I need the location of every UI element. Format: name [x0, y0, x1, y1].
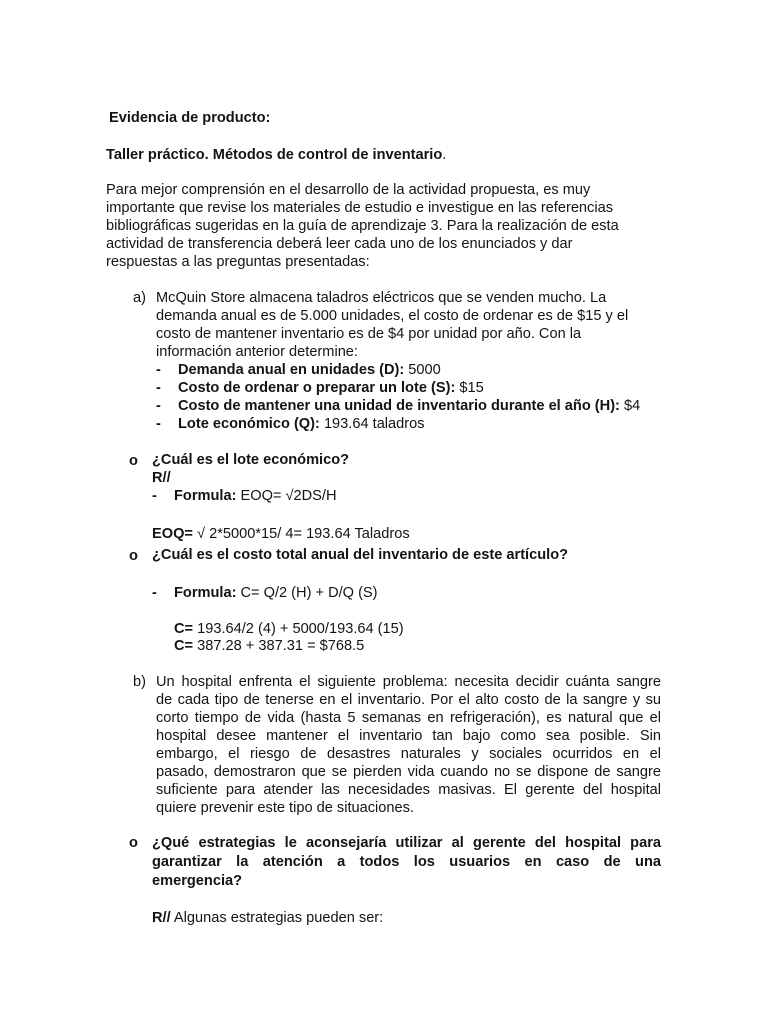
data-item-demand — [178, 361, 441, 379]
question-strategy-line: ¿Qué estrategias le aconsejaría utilizar al gerente del hospital para — [152, 835, 661, 851]
cost-value: 193.64/2 (4) + 5000/193.64 (15) — [193, 621, 404, 637]
workshop-title — [106, 146, 446, 164]
data-item-value: $15 — [455, 380, 484, 396]
data-item-value: $4 — [619, 398, 641, 414]
formula-value: EOQ= √2DS/H — [236, 488, 337, 504]
intro-line: Para mejor comprensión en el desarrollo de la actividad propuesta, es muy — [106, 182, 591, 198]
cost-label: C= — [174, 621, 194, 637]
formula-bullet: - — [152, 488, 157, 504]
data-item-label: Costo de ordenar o preparar un lote (S): — [178, 380, 456, 396]
strategy-answer — [152, 909, 383, 927]
question-strategy-line: garantizar la atención a todos los usuarios en caso de una — [152, 854, 661, 870]
section-b-line: suficiente para atender las necesidades masivas. El gerente del hospital — [156, 782, 661, 798]
section-b-line: quiere prevenir este tipo de situaciones. — [156, 800, 414, 816]
intro-line: respuestas a las preguntas presentadas: — [106, 254, 370, 270]
data-item-bullet: - — [156, 398, 161, 414]
data-item-order-cost — [178, 379, 484, 397]
cost-value: 387.28 + 387.31 = $768.5 — [193, 638, 365, 654]
data-item-label: Costo de mantener una unidad de inventario durante el año (H): — [178, 398, 620, 414]
question-total-cost: ¿Cuál es el costo total anual del inventario de este artículo? — [152, 547, 569, 563]
question-bullet: o — [129, 548, 138, 564]
data-item-bullet: - — [156, 380, 161, 396]
data-item-label: Demanda anual en unidades (D): — [178, 362, 405, 378]
data-item-value: 5000 — [404, 362, 441, 378]
question-strategy-line: emergencia? — [152, 873, 243, 889]
section-b-line: de cada tipo de tenerse en el inventario. Por el alto costo de la sangre y su — [156, 692, 661, 708]
cost-calculation-2 — [174, 637, 364, 655]
eoq-calculation — [152, 525, 410, 543]
workshop-title-period: . — [442, 147, 447, 163]
answer-label: R// — [152, 910, 171, 926]
workshop-title-text: Taller práctico. Métodos de control de inventario — [106, 147, 443, 163]
section-a-line: demanda anual es de 5.000 unidades, el costo de ordenar es de $15 y el — [156, 308, 629, 324]
data-item-holding-cost — [178, 397, 640, 415]
eoq-value: √ 2*5000*15/ 4= 193.64 Taladros — [192, 526, 410, 542]
question-bullet: o — [129, 835, 138, 851]
section-a-marker: a) — [133, 290, 146, 306]
question-bullet: o — [129, 453, 138, 469]
section-b-line: corto tiempo de vida (hasta 5 semanas en refrigeración), es natural que el — [156, 710, 661, 726]
eoq-label: EOQ= — [152, 526, 193, 542]
section-a-line: McQuin Store almacena taladros eléctricos que se venden mucho. La — [156, 290, 607, 306]
cost-label: C= — [174, 638, 194, 654]
formula-label: Formula: — [174, 585, 237, 601]
answer-label: R// — [152, 470, 171, 486]
section-a-line: información anterior determine: — [156, 344, 358, 360]
data-item-eoq — [178, 415, 425, 433]
section-b-line: embargo, el riesgo de desastres naturales y sociales ocurridos en el — [156, 746, 661, 762]
intro-line: importante que revise los materiales de estudio e investigue en las referencias — [106, 200, 614, 216]
data-item-label: Lote económico (Q): — [178, 416, 320, 432]
section-a-line: costo de mantener inventario es de $4 por unidad por año. Con la — [156, 326, 582, 342]
formula-total-cost — [174, 584, 378, 602]
section-b-line: hospital desee mantener el inventario tan bajo como sea posible. Sin — [156, 728, 661, 744]
formula-label: Formula: — [174, 488, 237, 504]
answer-text: Algunas estrategias pueden ser: — [170, 910, 384, 926]
intro-line: bibliográficas sugeridas en la guía de aprendizaje 3. Para la realización de esta — [106, 218, 619, 234]
cost-calculation-1 — [174, 620, 404, 638]
question-eoq: ¿Cuál es el lote económico? — [152, 452, 350, 468]
page-heading: Evidencia de producto: — [109, 110, 271, 126]
data-item-value: 193.64 taladros — [319, 416, 425, 432]
section-b-line: pasado, demostraron que se pierden vida cuando no se dispone de sangre — [156, 764, 661, 780]
intro-line: actividad de transferencia deberá leer cada uno de los enunciados y dar — [106, 236, 573, 252]
formula-bullet: - — [152, 585, 157, 601]
data-item-bullet: - — [156, 416, 161, 432]
formula-eoq — [174, 487, 337, 505]
data-item-bullet: - — [156, 362, 161, 378]
formula-value: C= Q/2 (H) + D/Q (S) — [236, 585, 378, 601]
section-b-marker: b) — [133, 674, 146, 690]
section-b-line: Un hospital enfrenta el siguiente problema: necesita decidir cuánta sangre — [156, 674, 661, 690]
